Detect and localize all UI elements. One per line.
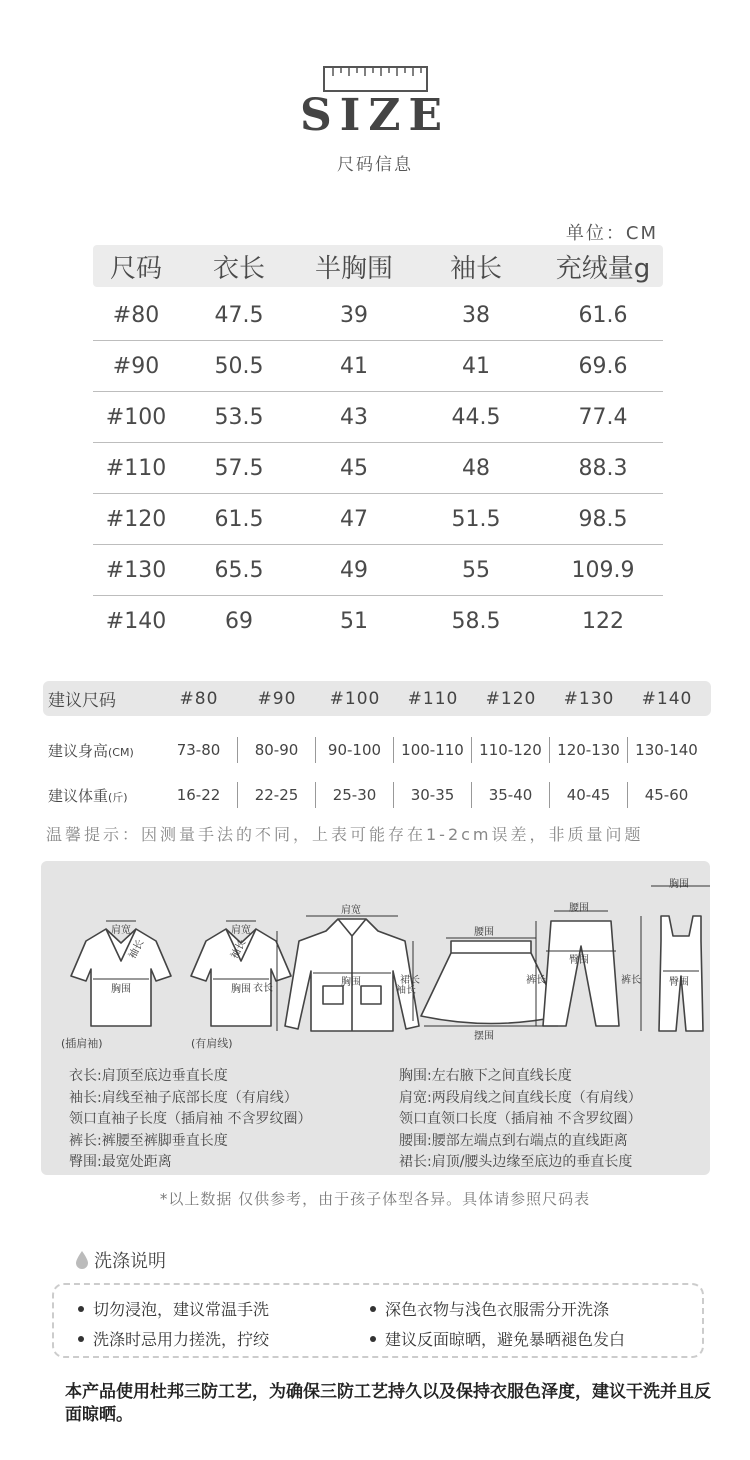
tolerance-tip: 温馨提示：因测量手法的不同，上表可能存在1-2cm误差，非质量问题 [46, 825, 644, 844]
care-note: 本产品使用杜邦三防工艺，为确保三防工艺持久以及保持衣服色泽度，建议干洗并且反面晾晒。 [65, 1382, 711, 1425]
table-cell: #110 [105, 455, 167, 481]
height-cell: 80-90 [237, 737, 315, 763]
label-sleeve: 袖长 [396, 985, 416, 996]
recommend-size: #120 [485, 688, 537, 709]
size-table-header [93, 245, 663, 287]
weight-cell: 25-30 [315, 782, 393, 808]
weight-cell: 16-22 [176, 786, 221, 804]
label-length: 衣长 [253, 983, 273, 994]
table-row [93, 341, 663, 392]
height-cell: 100-110 [393, 737, 471, 763]
table-cell: 47.5 [214, 302, 264, 328]
bullet-icon [78, 1336, 84, 1342]
garment-diagrams [41, 861, 710, 1061]
table-cell: 47 [340, 506, 368, 532]
label-hem: 摆围 [474, 1031, 494, 1042]
table-cell: 109.9 [571, 557, 635, 583]
table-cell: 39 [340, 302, 368, 328]
header-cell: 充绒量g [555, 253, 651, 284]
label-chest: 胸围 [111, 984, 131, 995]
label-shoulder: 肩宽 [341, 905, 361, 916]
recommend-header-label: 建议尺码 [48, 691, 116, 711]
bullet-icon [370, 1336, 376, 1342]
weight-cell: 35-40 [471, 782, 549, 808]
height-cell: 90-100 [315, 737, 393, 763]
definition-item: 胸围:左右腋下之间直线长度 [399, 1068, 572, 1084]
label-shoulder: 肩宽 [231, 925, 251, 936]
definition-item: 袖长:肩线至袖子底部长度（有肩线） [69, 1089, 298, 1106]
label-chest: 胸围 [231, 984, 251, 995]
recommend-size: #80 [179, 688, 219, 709]
table-row [93, 392, 663, 443]
size-table-body [93, 290, 663, 646]
table-cell: 122 [582, 608, 624, 634]
label-waist: 腰围 [474, 927, 494, 938]
label-hip: 臀围 [669, 977, 689, 988]
recommend-header [43, 681, 711, 716]
table-cell: 48 [462, 455, 490, 481]
table-row [93, 596, 663, 646]
wash-item: 洗涤时忌用力搓洗，拧绞 [78, 1327, 269, 1350]
weight-cell: 22-25 [237, 782, 315, 808]
header-cell: 袖长 [449, 253, 502, 284]
weight-cell: 30-35 [393, 782, 471, 808]
table-cell: 41 [340, 353, 368, 379]
label-skirt-length: 裙长 [400, 975, 420, 986]
table-cell: 51.5 [451, 506, 501, 532]
caption-raglan: (插肩袖) [61, 1037, 103, 1050]
table-cell: 49 [340, 557, 368, 583]
definitions-left [69, 1066, 311, 1174]
table-cell: #100 [105, 404, 167, 430]
weight-cell: 40-45 [549, 782, 627, 808]
table-row [93, 443, 663, 494]
page-subtitle: 尺码信息 [337, 155, 413, 175]
table-row [93, 494, 663, 545]
table-row [93, 290, 663, 341]
table-cell: 77.4 [578, 404, 628, 430]
recommend-height-row [43, 735, 711, 765]
table-cell: 50.5 [214, 353, 264, 379]
table-cell: 55 [462, 557, 490, 583]
header-cell: 半胸围 [314, 253, 393, 284]
caption-shoulder: (有肩线) [191, 1037, 233, 1050]
table-cell: 61.6 [578, 302, 628, 328]
height-cell: 110-120 [471, 737, 549, 763]
recommend-size: #110 [407, 688, 459, 709]
header-cell: 衣长 [212, 253, 265, 284]
label-shoulder: 肩宽 [111, 925, 131, 936]
weight-label: 建议体重(斤) [48, 786, 128, 805]
table-cell: 69.6 [578, 353, 628, 379]
label-sleeve: 袖长 [127, 938, 147, 961]
table-cell: 69 [225, 608, 253, 634]
table-cell: #90 [112, 353, 160, 379]
definition-item: 领口直领口长度（插肩袖 不含罗纹圈） [399, 1111, 642, 1127]
label-pants-length: 裤长 [621, 975, 641, 986]
definition-item: 衣长:肩顶至底边垂直长度 [69, 1068, 228, 1084]
size-table [93, 245, 663, 646]
table-cell: 51 [340, 608, 368, 634]
wash-item: 深色衣物与浅色衣服需分开洗涤 [370, 1297, 609, 1320]
definition-item: 肩宽:两段肩线之间直线长度（有肩线） [399, 1089, 642, 1106]
recommend-size: #100 [329, 688, 381, 709]
label-chest: 胸围 [341, 977, 361, 988]
table-cell: 45 [340, 455, 368, 481]
ruler-icon [323, 66, 428, 92]
table-cell: 43 [340, 404, 368, 430]
definition-item: 领口直袖子长度（插肩袖 不含罗纹圈） [69, 1111, 312, 1127]
definition-item: 腰围:腰部左端点到右端点的直线距离 [399, 1132, 628, 1149]
table-cell: #120 [105, 506, 167, 532]
recommend-size: #130 [563, 688, 615, 709]
weight-cell: 45-60 [627, 782, 705, 808]
measurement-guide [41, 861, 710, 1175]
table-cell: #80 [112, 302, 160, 328]
label-hip: 臀围 [569, 955, 589, 966]
wash-section-title [74, 1247, 166, 1273]
height-cell: 130-140 [627, 737, 705, 763]
height-cell: 120-130 [549, 737, 627, 763]
definitions-right [399, 1066, 642, 1174]
recommend-size: #140 [641, 688, 693, 709]
table-cell: 53.5 [214, 404, 264, 430]
table-cell: #130 [105, 557, 167, 583]
table-row [93, 545, 663, 596]
water-drop-icon [74, 1250, 90, 1270]
table-cell: 61.5 [214, 506, 264, 532]
unit-label: 单位：CM [565, 223, 658, 244]
label-waist: 腰围 [569, 903, 589, 914]
label-sleeve: 袖长 [229, 938, 249, 961]
table-cell: 88.3 [578, 455, 628, 481]
height-cell: 73-80 [176, 741, 221, 759]
recommend-size: #90 [257, 688, 297, 709]
definition-item: 裤长:裤腰至裤脚垂直长度 [69, 1132, 228, 1149]
definition-item: 臀围:最宽处距离 [69, 1154, 172, 1170]
bullet-icon [78, 1306, 84, 1312]
pants-icon [543, 921, 619, 1026]
definition-item: 裙长:肩顶/腰头边缘至底边的垂直长度 [399, 1154, 633, 1170]
reference-note: *以上数据 仅供参考，由于孩子体型各异。具体请参照尺码表 [159, 1190, 591, 1208]
table-cell: 38 [462, 302, 490, 328]
table-cell: 58.5 [451, 608, 501, 634]
table-cell: 57.5 [214, 455, 264, 481]
wash-item: 建议反面晾晒，避免暴晒褪色发白 [370, 1327, 625, 1350]
label-chest: 胸围 [669, 879, 689, 890]
header-cell: 尺码 [109, 253, 162, 284]
bullet-icon [370, 1306, 376, 1312]
table-cell: 65.5 [214, 557, 264, 583]
wash-box [52, 1283, 704, 1358]
table-cell: #140 [105, 608, 167, 634]
page-title: SIZE [299, 90, 450, 141]
wash-item: 切勿浸泡，建议常温手洗 [78, 1297, 269, 1320]
label-pants-length: 裤长 [526, 975, 546, 986]
table-cell: 41 [462, 353, 490, 379]
height-label: 建议身高(CM) [48, 741, 134, 760]
wash-title-text: 洗涤说明 [94, 1251, 166, 1272]
table-cell: 98.5 [578, 506, 628, 532]
tshirt-raglan-icon [71, 929, 171, 1026]
recommend-weight-row [43, 780, 711, 810]
table-cell: 44.5 [451, 404, 501, 430]
